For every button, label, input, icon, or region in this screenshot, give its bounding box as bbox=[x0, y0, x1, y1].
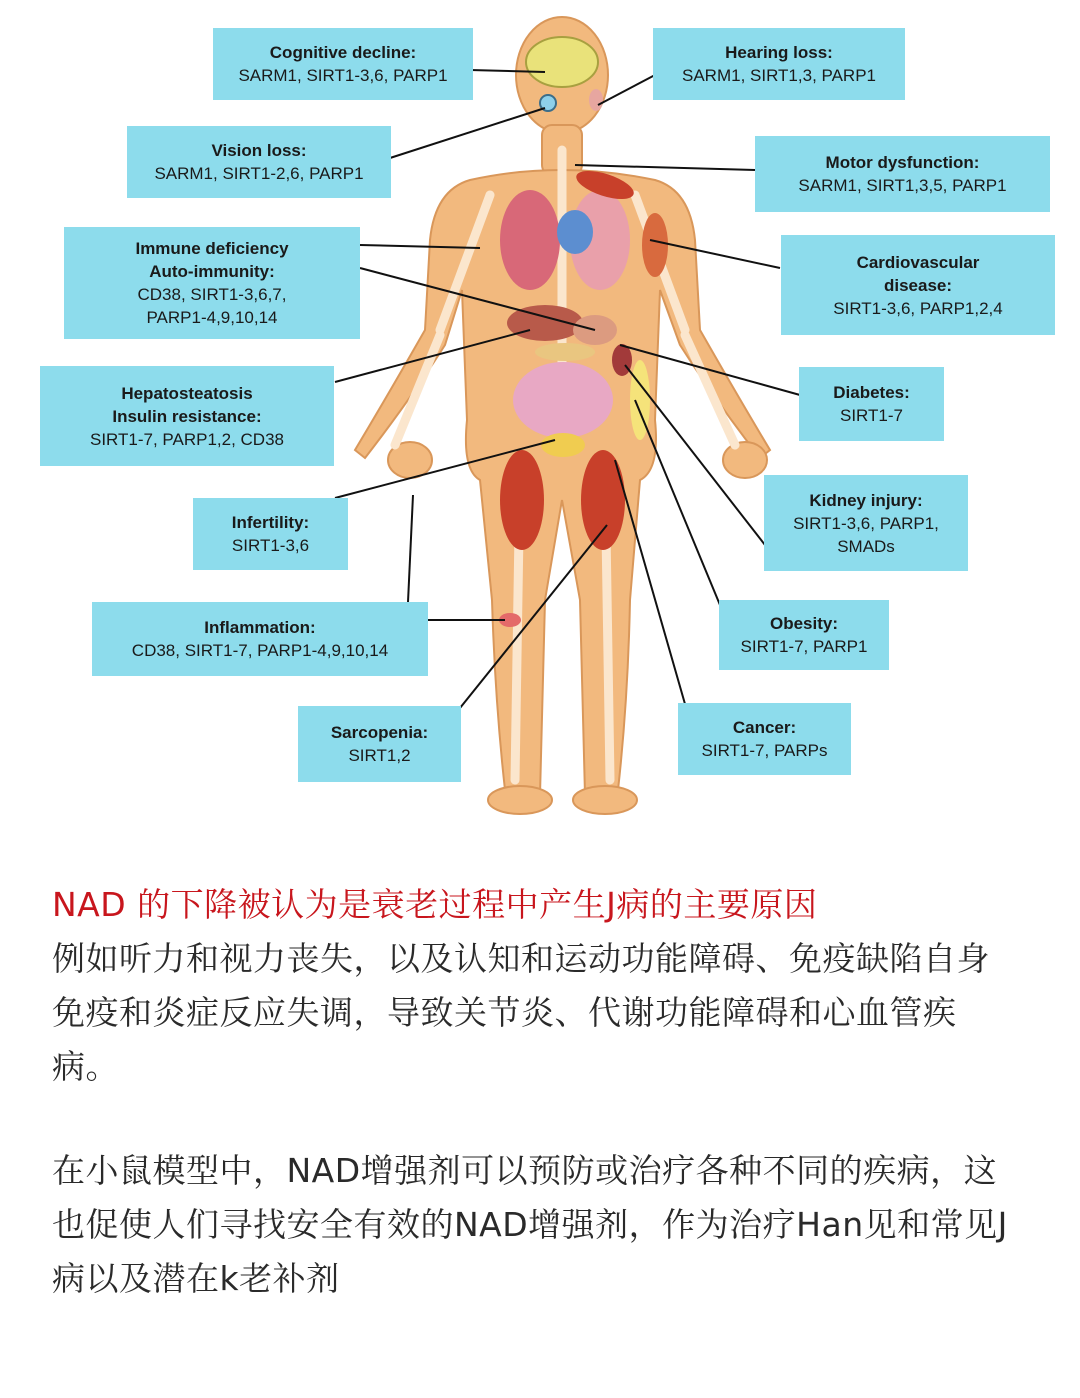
label-detail: SIRT1-3,6, PARP1, bbox=[793, 513, 939, 533]
label-inflammation bbox=[92, 602, 428, 676]
label-title: Insulin resistance: bbox=[112, 406, 262, 426]
arm-muscle bbox=[642, 213, 668, 277]
label-detail: SIRT1-7, PARP1 bbox=[740, 637, 868, 656]
lung-left bbox=[500, 190, 560, 290]
intestines bbox=[513, 362, 613, 438]
label-cardiovascular-disease bbox=[781, 235, 1055, 335]
label-title: Hearing loss: bbox=[725, 43, 833, 62]
label-title: Obesity: bbox=[769, 614, 839, 633]
label-detail: SARM1, SIRT1,3, PARP1 bbox=[682, 66, 876, 85]
paragraph-1 bbox=[52, 878, 1012, 1094]
label-motor-dysfunction bbox=[755, 136, 1050, 212]
label-title: Infertility: bbox=[231, 513, 310, 532]
label-detail: SARM1, SIRT1-3,6, PARP1 bbox=[238, 66, 448, 85]
paragraph-1-body: 例如听力和视力丧失，以及认知和运动功能障碍、免疫缺陷自身免疫和炎症反应失调，导致关节炎、代谢功能障碍和心血管疾病。 bbox=[52, 939, 990, 1086]
label-title: Cognitive decline: bbox=[269, 43, 417, 62]
label-detail: SIRT1-7 bbox=[840, 406, 903, 425]
headline: NAD 的下降被认为是衰老过程中产生J病的主要原因 bbox=[52, 885, 818, 924]
label-detail: SIRT1-7, PARPs bbox=[701, 741, 828, 760]
label-detail: SIRT1,2 bbox=[348, 746, 411, 765]
pancreas bbox=[535, 343, 595, 361]
label-detail: CD38, SIRT1-7, PARP1-4,9,10,14 bbox=[131, 641, 389, 660]
label-cancer bbox=[678, 703, 851, 775]
label-title: Immune deficiency bbox=[135, 239, 289, 258]
label-title: Diabetes: bbox=[833, 383, 910, 402]
label-immune-deficiency bbox=[64, 227, 360, 339]
label-detail: SARM1, SIRT1-2,6, PARP1 bbox=[154, 164, 364, 183]
label-hearing-loss bbox=[653, 28, 905, 100]
article-text bbox=[52, 878, 1012, 1306]
paragraph-2: 在小鼠模型中，NAD增强剂可以预防或治疗各种不同的疾病，这也促使人们寻找安全有效的NAD增强剂，作为治疗Han见和常见J病以及潜在k老补剂 bbox=[52, 1151, 1008, 1298]
label-title: Sarcopenia: bbox=[330, 723, 429, 742]
label-vision-loss bbox=[127, 126, 391, 198]
label-detail: SMADs bbox=[837, 536, 895, 556]
uterus bbox=[541, 433, 585, 457]
label-obesity bbox=[719, 600, 889, 670]
label-cognitive-decline bbox=[213, 28, 473, 100]
label-kidney-injury bbox=[764, 475, 968, 571]
label-detail: SARM1, SIRT1,3,5, PARP1 bbox=[798, 176, 1007, 195]
label-title: Cardiovascular bbox=[856, 252, 980, 272]
label-detail: SIRT1-3,6 bbox=[231, 536, 310, 555]
heart bbox=[557, 210, 593, 254]
thigh-muscle-right bbox=[581, 450, 625, 550]
label-title: disease: bbox=[883, 275, 953, 295]
label-detail: PARP1-4,9,10,14 bbox=[146, 308, 278, 327]
label-infertility bbox=[193, 498, 348, 570]
label-detail: SIRT1-7, PARP1,2, CD38 bbox=[89, 429, 284, 449]
label-title: Kidney injury: bbox=[809, 490, 923, 510]
label-sarcopenia bbox=[298, 706, 461, 782]
ear bbox=[589, 89, 603, 111]
label-title: Inflammation: bbox=[204, 618, 316, 637]
label-title: Hepatosteatosis bbox=[121, 383, 253, 403]
brain bbox=[526, 37, 598, 87]
label-title: Motor dysfunction: bbox=[825, 153, 980, 172]
label-detail: SIRT1-3,6, PARP1,2,4 bbox=[833, 298, 1003, 318]
label-hepatosteatosis bbox=[40, 366, 334, 466]
label-title: Vision loss: bbox=[211, 141, 307, 160]
label-title: Cancer: bbox=[732, 718, 797, 737]
label-diabetes bbox=[799, 367, 944, 441]
thigh-muscle-left bbox=[500, 450, 544, 550]
label-detail: CD38, SIRT1-3,6,7, bbox=[137, 285, 287, 304]
label-title: Auto-immunity: bbox=[149, 262, 275, 281]
